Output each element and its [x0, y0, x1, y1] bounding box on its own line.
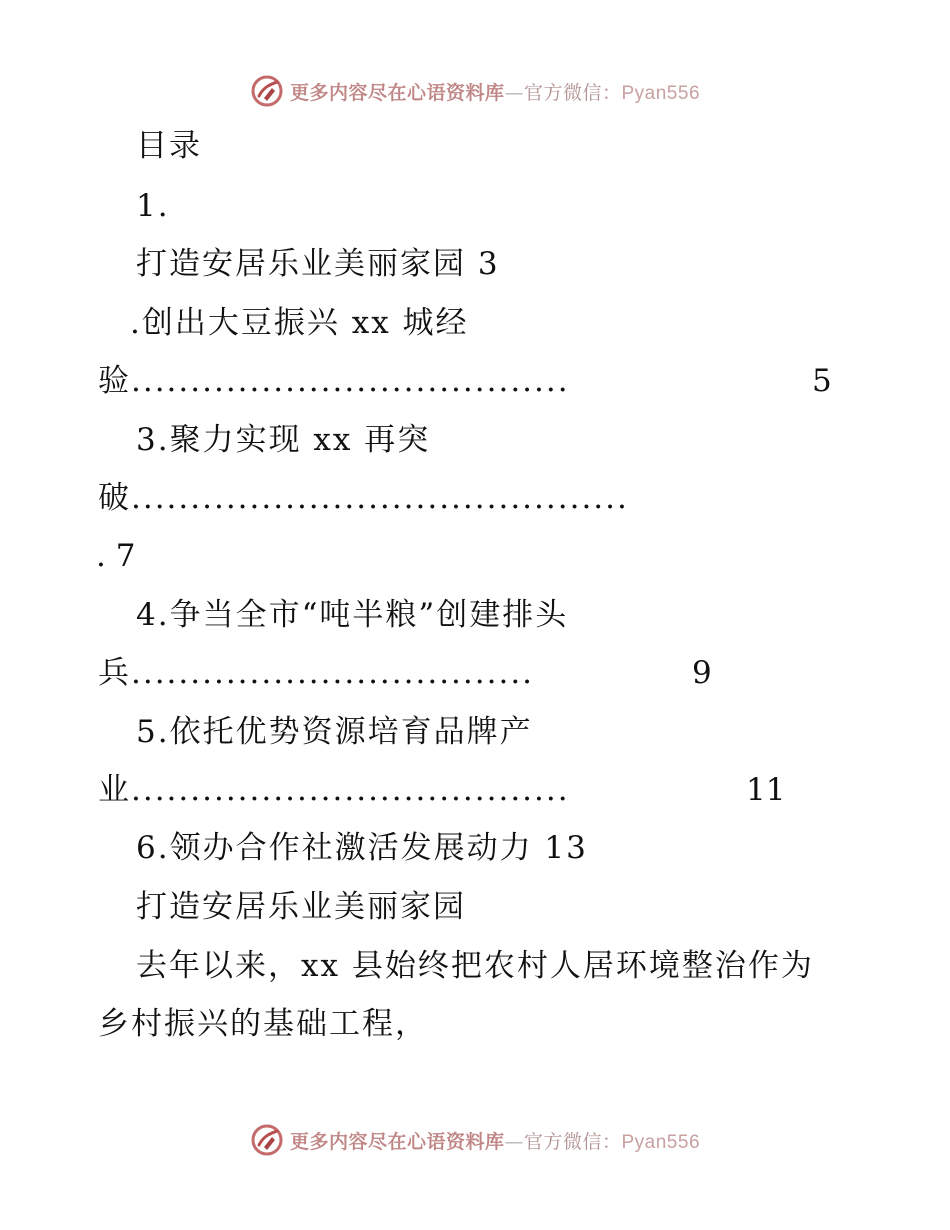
watermark-account: Pyan556	[621, 82, 701, 104]
toc-heading: 目录	[136, 128, 202, 164]
watermark-account: Pyan556	[621, 1131, 701, 1153]
watermark-text	[290, 1127, 700, 1154]
watermark-brand: 更多内容尽在心语资料库	[289, 1130, 505, 1153]
toc-item6-title: 6.领办合作社激活发展动力 13	[136, 830, 588, 866]
toc-item5-title: 5.依托优势资源培育品牌产	[136, 714, 533, 750]
body-paragraph-line1: 去年以来，xx 县始终把农村人居环境整治作为	[136, 948, 814, 984]
toc-item3-title: 3.聚力实现 xx 再突	[136, 422, 431, 458]
toc-item4-title: 4.争当全市“吨半粮”创建排头	[136, 597, 569, 633]
toc-item1-title: 打造安居乐业美丽家园 3	[136, 246, 500, 282]
pen-swirl-logo	[250, 1123, 284, 1157]
toc-item4-page: 9	[692, 655, 712, 691]
toc-item1-number: 1.	[136, 188, 170, 224]
watermark-separator: —	[504, 81, 524, 104]
body-paragraph-line2: 乡村振兴的基础工程，	[98, 1006, 428, 1042]
toc-item5-page: 11	[746, 772, 786, 808]
watermark-banner-bottom	[0, 1120, 950, 1160]
pen-swirl-logo	[250, 74, 284, 108]
section-heading: 打造安居乐业美丽家园	[136, 889, 466, 925]
toc-item3-page: . 7	[96, 538, 136, 574]
watermark-brand: 更多内容尽在心语资料库	[289, 81, 505, 104]
toc-item5-leader: 业.....................................	[98, 772, 570, 808]
watermark-wechat-label: 官方微信：	[523, 81, 622, 104]
watermark-banner-top	[0, 71, 950, 111]
toc-item2-page: 5	[812, 363, 832, 399]
toc-item2-leader: 验.....................................	[98, 363, 570, 399]
watermark-wechat-label: 官方微信：	[523, 1130, 622, 1153]
watermark-separator: —	[504, 1130, 524, 1153]
toc-item4-leader: 兵..................................	[98, 655, 535, 691]
toc-item2-title: .创出大豆振兴 xx 城经	[130, 305, 469, 341]
toc-item3-leader: 破..........................................	[98, 480, 629, 516]
watermark-text	[290, 78, 700, 105]
